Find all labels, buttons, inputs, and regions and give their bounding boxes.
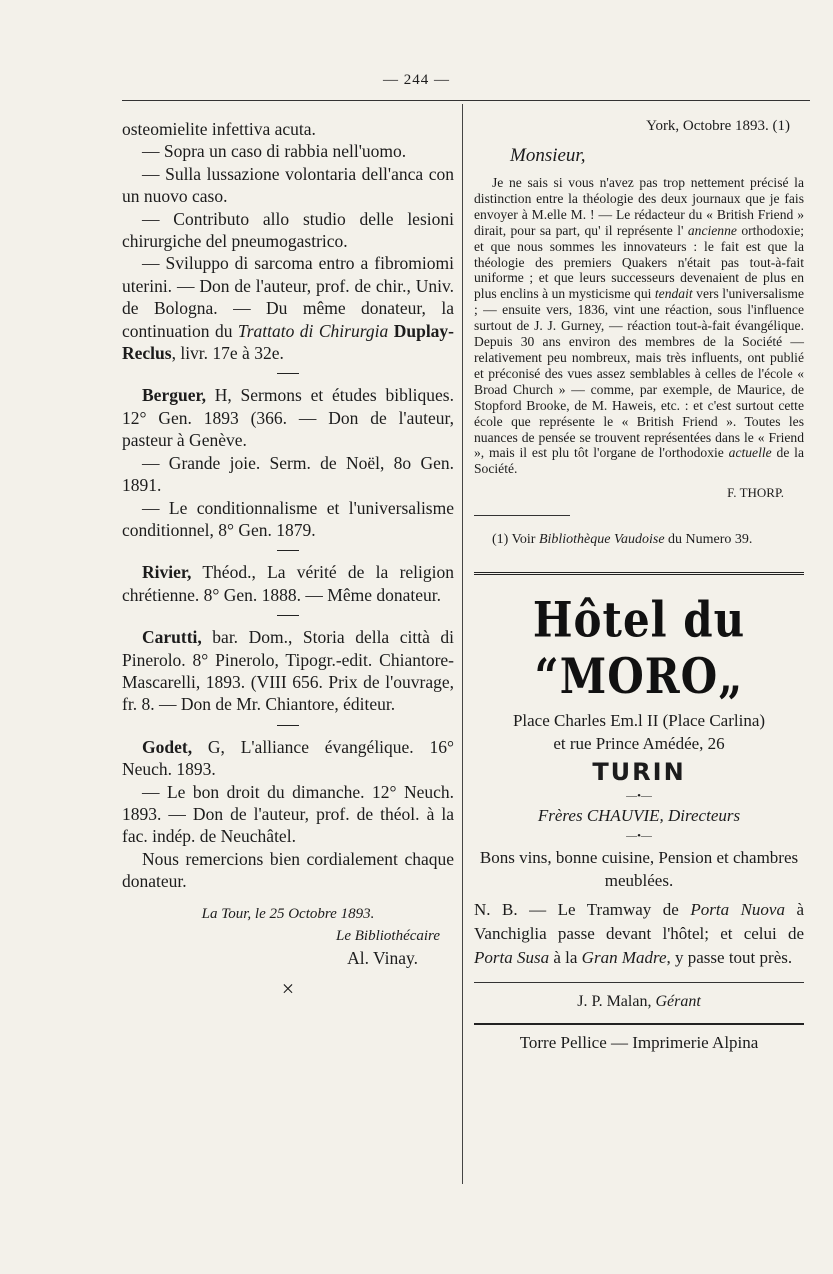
letter-body: [474, 175, 804, 477]
right-column: [474, 118, 804, 1053]
entry-text: osteomielite infettiva acuta.: [122, 119, 316, 139]
ornament: —•—: [626, 790, 652, 803]
place-name: Porta Susa: [474, 948, 550, 968]
thanks-text: Nous remercions bien cordialement chaque donateur.: [122, 848, 454, 892]
entry-text-part: bar. Dom., Storia della città di Pinerolo. 8° Pinerolo, Tipogr.-edit. Chiantore-Mascarelli, 1893. (VIII 656. Prix de l'ouvrage, fr. 8. — Don de Mr. Chiantore, éditeur.: [122, 627, 454, 715]
hotel-manager: [474, 993, 804, 1011]
advert-rule: [474, 1023, 804, 1025]
author-name: Berguer,: [142, 385, 206, 406]
signature-role: Le Bibliothécaire: [335, 928, 440, 944]
advert-rule: [474, 982, 804, 983]
author-name: Duplay-Reclus: [122, 320, 455, 364]
hotel-advert: [474, 591, 805, 1053]
entry-text: — Sopra un caso di rabbia nell'uomo.: [142, 141, 407, 162]
hotel-services: Bons vins, bonne cuisine, Pension et chambres meublées.: [479, 848, 799, 891]
letter-emphasis: ancienne: [687, 222, 737, 238]
ornament: —•—: [626, 830, 652, 843]
left-column: [122, 118, 454, 1000]
hotel-address: et rue Prince Amédée, 26: [553, 734, 725, 754]
entry-text-part: H, Sermons et études bibliques. 12° Gen. 1893 (366. — Don de l'auteur, pasteur à Genève.: [122, 385, 454, 451]
hotel-note: [474, 898, 804, 970]
letter-signature: F. THORP.: [727, 485, 784, 501]
hotel-address: Place Charles Em.l II (Place Carlina): [512, 711, 766, 731]
book-title: Trattato di Chirurgia: [237, 320, 389, 341]
entry-text-part: Théod., La vérité de la religion chrétienne. 8° Gen. 1888. — Même donateur.: [122, 562, 454, 605]
entry-godet: [122, 736, 454, 781]
entry-text: — Contributo allo studio delle lesioni chirurgiche del pneumogastrico.: [122, 208, 454, 252]
entry-carutti: [122, 626, 454, 716]
letter-text: vers l'universalisme ; — ensuite vers, 1836, vint une réaction, sous l'influence surtout de J. J. Gurney, — réaction tout-à-fait évangélique. Depuis 30 ans environ des membres de la Société — relativement peu nombreux, mais très influents, ont publié et préconisé des vues assez semblables à celles de l'école « Broad Church » — comme, par exemple, de Maurice, de Stopford Brooke, de M. Haweis, etc. : et c'est surtout cette école que représente le « British Friend ». Toutes les nuances de pensée se trouvent représentées dans le « Friend », mais il est plu tôt l'organe de l'orthodoxie: [474, 286, 804, 461]
place-name: Porta Nuova: [690, 900, 785, 920]
page-number: — 244 —: [383, 72, 450, 88]
author-name: Godet,: [142, 736, 193, 757]
note-text: à la: [549, 948, 582, 968]
place-name: Gran Madre: [581, 948, 667, 968]
footnote-text: (1) Voir: [492, 532, 539, 548]
separator-rule: [277, 725, 299, 726]
signature-name: Al. Vinay.: [347, 948, 418, 969]
entry-berguer: [122, 384, 454, 451]
entry-text-part: , livr. 17e à 32e.: [171, 343, 284, 364]
entry-text: — Le bon droit du dimanche. 12° Neuch. 1893. — Don de l'auteur, prof. de théol. à la fac. indép. de Neuchâtel.: [122, 781, 454, 847]
separator-rule: [277, 373, 299, 374]
letter-emphasis: tendait: [654, 286, 693, 302]
letter-emphasis: actuelle: [728, 445, 772, 461]
manager-role: Gérant: [651, 993, 701, 1011]
entry-text: — Grande joie. Serm. de Noël, 8o Gen. 1891.: [122, 452, 454, 496]
hotel-directors: Frères CHAUVIE, Directeurs: [537, 806, 741, 826]
entry-text: — Sulla lussazione volontaria dell'anca con un nuovo caso.: [122, 163, 454, 207]
printer-line: Torre Pellice — Imprimerie Alpina: [519, 1033, 759, 1053]
letter-salutation: Monsieur,: [510, 145, 586, 166]
entry-rivier: [122, 561, 454, 606]
header-rule: [122, 100, 810, 101]
note-text: , y passe tout près.: [666, 948, 793, 968]
note-text: à Vanchiglia passe devant l'hôtel; et celui de: [474, 900, 805, 944]
letter-text: Je ne sais si vous n'avez pas trop nettement précisé la distinction entre la théologie des deux journaux que je fais envoyer à M.elle M. ! — Le rédacteur du « British Friend » dirait, pour sa part, qu' il représente l': [474, 175, 804, 238]
note-text: N. B. — Le Tramway de: [474, 900, 691, 920]
manager-name: J. P. Malan,: [577, 993, 652, 1011]
footnote-title: Bibliothèque Vaudoise: [538, 532, 665, 548]
entry-text-part: G, L'alliance évangélique. 16° Neuch. 1893.: [122, 736, 454, 780]
entry-text: — Le conditionnalisme et l'universalisme conditionnel, 8° Gen. 1879.: [122, 497, 454, 540]
footnote-rule: [474, 515, 570, 516]
entry-text-part: — Sviluppo di sarcoma entro a fibromiomi uterini. — Don de l'auteur, prof. de chir., Univ. de Bologna. — Du même donateur, la continuation du: [122, 253, 454, 341]
letter-heading: York, Octobre 1893. (1): [646, 118, 790, 134]
author-name: Rivier,: [142, 562, 192, 583]
cross-mark: ×: [281, 975, 295, 1001]
separator-rule: [277, 615, 299, 616]
signature-date: La Tour, le 25 Octobre 1893.: [201, 905, 375, 922]
footnote: [474, 530, 804, 550]
separator-rule: [277, 550, 299, 551]
footnote-text: du Numero 39.: [664, 532, 753, 548]
letter-text: de la Société.: [474, 445, 804, 477]
hotel-city: TURIN: [592, 758, 686, 787]
entry-text: [122, 252, 454, 364]
letter-text: orthodoxie; et que nous sommes les innovateurs : le fait est que la théologie des premiers Quakers n'était pas tout-à-fait uniforme ; et que leurs successeurs devenaient de plus en plus enclins à un mysticisme qui: [474, 222, 805, 302]
hotel-title: Hôtel du “MORO„: [532, 591, 746, 705]
column-divider: [462, 104, 463, 1184]
author-name: Carutti,: [142, 627, 202, 648]
advert-top-rule: [474, 572, 804, 575]
